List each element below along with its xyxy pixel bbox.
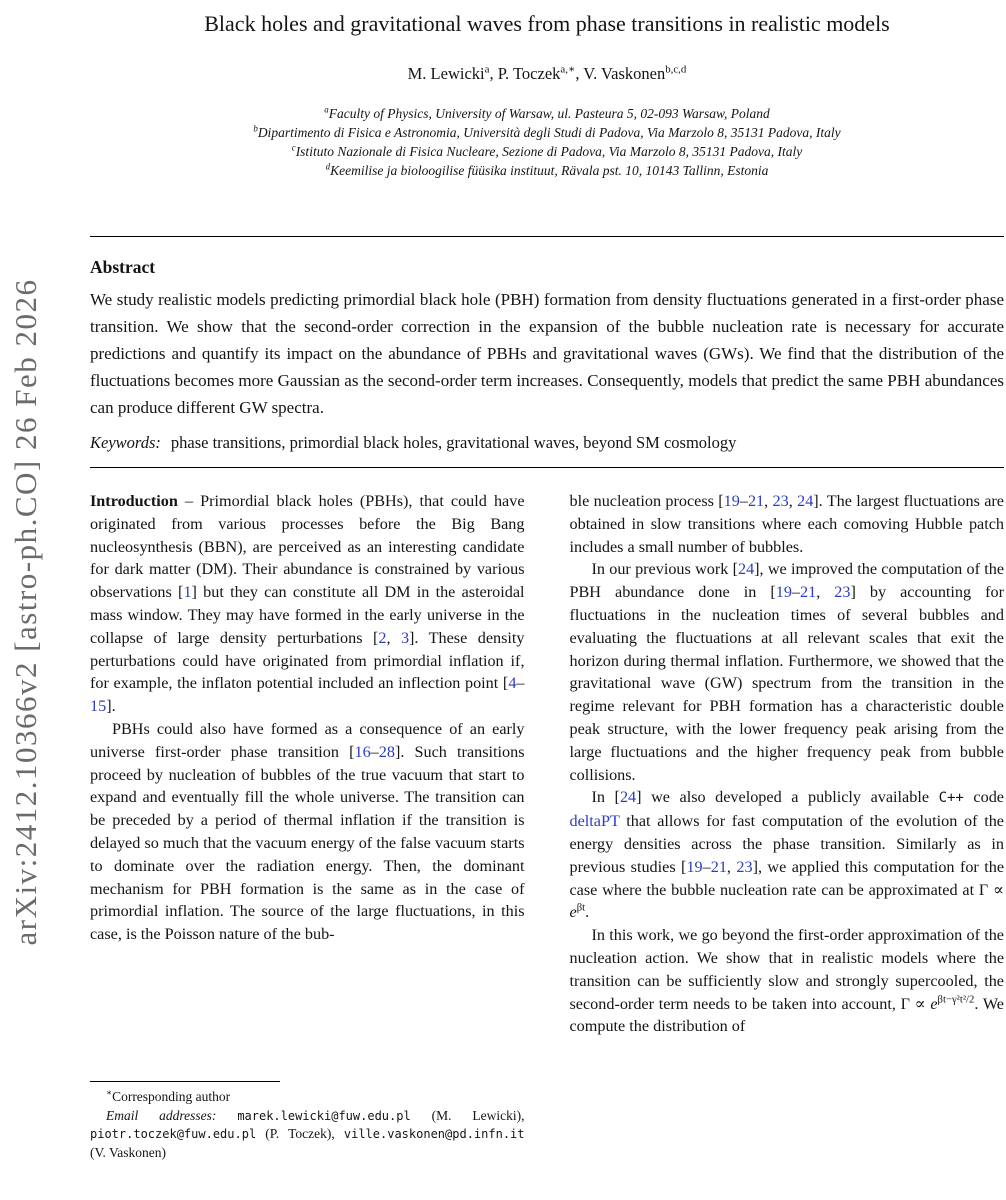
text-segment: code (963, 788, 1004, 807)
text-segment: M. Lewicki (407, 64, 485, 83)
citation-link[interactable]: 3 (400, 628, 410, 647)
left-column-text (90, 490, 525, 946)
paper-content (90, 0, 1004, 1166)
text-segment: ], we improved the computation of the PBH abundance done in [ (569, 560, 1004, 602)
text-segment: , V. Vaskonen (575, 64, 666, 83)
citation-link[interactable]: 19 (775, 583, 792, 602)
keywords-text: phase transitions, primordial black holes, gravitational waves, beyond SM cosmology (170, 433, 737, 452)
text-segment: ] by accounting for fluctuations in the nucleation times of several bubbles and evaluating the fluctuations at all relevant scales that exit the horizon during thermal inflation. Furthermore, we showed that the gravitational wave (GW) spectrum from the transition in the regime relevant for PBH formation has a characteristic double peak structure, with the lower frequency peak arising from the large fluctuations and the higher frequency peak from bubble collisions. (569, 583, 1004, 784)
footnote (90, 1081, 525, 1166)
two-column-body (90, 490, 1004, 1166)
column-spacer (90, 946, 525, 1081)
text-segment: ]. These density perturbations could have originated from primordial inflation if, for example, the inflaton potential included an inflection point [ (90, 628, 525, 693)
text-segment: ] but they can constitute all DM in the asteroidal mass window. They may have formed in the early universe in the collapse of large density perturbations [ (90, 583, 525, 647)
citation-link[interactable]: 16 (354, 742, 371, 761)
text-segment: C++ (938, 790, 964, 807)
text-segment: a (324, 104, 329, 115)
text-segment: marek.lewicki@fuw.edu.pl (237, 1108, 411, 1123)
text-segment: Introduction (90, 492, 178, 510)
text-segment: In [ (591, 788, 620, 807)
text-segment: . (585, 903, 590, 922)
text-segment: e (930, 994, 938, 1013)
text-segment: – (791, 583, 801, 602)
text-segment: . We compute the distribution of (569, 994, 1004, 1036)
text-segment: c (291, 142, 296, 153)
citation-link[interactable]: 21 (710, 857, 727, 876)
footnote-line (90, 1088, 525, 1107)
text-segment: , (788, 492, 798, 510)
body-paragraph (570, 786, 1005, 924)
text-segment: , (764, 492, 773, 510)
citation-link[interactable]: 15 (90, 697, 107, 716)
text-segment: b,c,d (665, 63, 687, 76)
text-segment: ble nucleation process [ (569, 492, 724, 510)
citation-link[interactable]: 1 (183, 583, 192, 602)
affiliation-line (90, 161, 1004, 180)
citation-link[interactable]: 24 (797, 492, 814, 510)
affiliation-line (90, 104, 1004, 123)
text-segment: Dipartimento di Fisica e Astronomia, Università degli Studi di Padova, Via Marzolo 8, 35131 Padova, Italy (257, 125, 841, 140)
citation-link[interactable]: 2 (378, 628, 387, 647)
text-segment: – (739, 492, 748, 510)
text-segment: – (516, 674, 525, 693)
footnote-text (90, 1088, 525, 1162)
text-segment: ∗ (106, 1087, 113, 1098)
text-segment: e (569, 903, 577, 922)
body-paragraph (570, 490, 1005, 558)
text-segment: ], we applied this computation for the case where the bubble nucleation rate can be approximated at Γ ∝ (569, 857, 1004, 899)
citation-link[interactable]: 21 (800, 583, 817, 602)
text-segment: ville.vaskonen@pd.infn.it (343, 1127, 525, 1141)
text-segment: Faculty of Physics, University of Warsaw, ul. Pasteura 5, 02-093 Warsaw, Poland (328, 106, 770, 121)
body-paragraph (570, 924, 1005, 1038)
text-segment: βt (576, 901, 586, 914)
text-segment: ] we also developed a publicly available (636, 788, 939, 807)
text-segment: ]. Such transitions proceed by nucleation of bubbles of the true vacuum that start to expand and eventually fill the whole universe. The transition can be preceded by a period of thermal inflation if the transition is delayed so much that the vacuum energy of the false vacuum starts to dominate over the radiation energy. Then, the dominant mechanism for PBH formation is the same as in the case of primordial inflation. The source of the large fluctuations, in this case, is the Poisson nature of the bub- (90, 742, 525, 944)
text-segment: (V. Vaskonen) (90, 1144, 166, 1160)
authors-line (90, 64, 1004, 84)
citation-link[interactable]: 19 (686, 857, 703, 876)
keywords-label: Keywords: (90, 433, 161, 452)
left-column (90, 490, 525, 1166)
text-segment: – (702, 857, 711, 876)
text-segment: , (726, 857, 737, 876)
text-segment: In this work, we go beyond the first-order approximation of the nucleation action. We show that in realistic models where the transition can be sufficiently slow and strongly supercooled, the second-order term needs to be taken into account, Γ ∝ (569, 926, 1004, 1013)
text-segment: b (253, 123, 258, 134)
citation-link[interactable]: 23 (834, 583, 851, 602)
text-segment: , (386, 628, 401, 647)
text-segment: Corresponding author (112, 1089, 231, 1104)
body-paragraph (90, 718, 525, 946)
citation-link[interactable]: 19 (723, 492, 740, 510)
right-column (570, 490, 1005, 1166)
text-segment: Email addresses: (106, 1107, 238, 1123)
text-segment: ]. (106, 697, 116, 716)
text-segment: In our previous work [ (591, 560, 738, 579)
abstract-text: We study realistic models predicting primordial black hole (PBH) formation from density fluctuations generated in a first-order phase transition. We show that the second-order correction in the expansion of the bubble nucleation rate is necessary for accurate predictions and quantify its impact on the abundance of PBHs and gravitational waves (GWs). We find that the distribution of the fluctuations becomes more Gaussian as the second-order term increases. Consequently, models that predict the same PBH abundances can produce different GW spectra. (90, 290, 1004, 417)
text-segment: a,∗ (560, 63, 576, 76)
body-paragraph (90, 490, 525, 718)
text-segment: d (325, 161, 331, 172)
text-segment: βt−γ²t²/2 (937, 993, 975, 1006)
keywords-line (90, 433, 1004, 453)
text-segment: (M. Lewicki), (410, 1107, 525, 1123)
footnote-rule (90, 1081, 280, 1082)
mid-rule (90, 467, 1004, 468)
top-rule (90, 236, 1004, 237)
affiliation-line (90, 142, 1004, 161)
text-segment: that allows for fast computation of the evolution of the energy densities across the phase transition. Similarly as in previous studies [ (569, 812, 1004, 876)
text-segment: (P. Toczek), (256, 1126, 344, 1141)
text-segment: , P. Toczek (489, 64, 561, 83)
affiliations (90, 104, 1004, 180)
body-paragraph (570, 558, 1005, 786)
citation-link[interactable]: 24 (619, 788, 637, 807)
abstract-heading: Abstract (90, 257, 156, 277)
right-column-text (570, 490, 1005, 1038)
citation-link[interactable]: 23 (736, 857, 753, 876)
text-segment: Istituto Nazionale di Fisica Nucleare, Sezione di Padova, Via Marzolo 8, 35131 Padova, Italy (295, 144, 803, 159)
text-segment: – (370, 742, 379, 761)
text-segment: piotr.toczek@fuw.edu.pl (90, 1127, 257, 1141)
text-segment: , (816, 583, 835, 602)
paper-title: Black holes and gravitational waves from phase transitions in realistic models (204, 11, 890, 36)
text-segment: PBHs could also have formed as a consequence of an early universe first-order phase transition [ (90, 719, 525, 761)
text-segment: Keemilise ja bioloogilise füüsika instituut, Rävala pst. 10, 10143 Tallinn, Estonia (330, 163, 769, 178)
text-segment: ]. The largest fluctuations are obtained in slow transitions where each comoving Hubble patch includes a small number of bubbles. (569, 492, 1004, 556)
arxiv-stamp: arXiv:2412.10366v2 [astro-ph.CO] 26 Feb 2026 (8, 278, 43, 946)
footnote-line (90, 1107, 525, 1163)
citation-link[interactable]: 23 (772, 492, 789, 510)
citation-link[interactable]: 24 (737, 560, 755, 579)
deltapt-link[interactable]: deltaPT (569, 812, 620, 831)
text-segment: a (484, 63, 490, 76)
affiliation-line (90, 123, 1004, 142)
citation-link[interactable]: 4 (508, 674, 517, 693)
citation-link[interactable]: 21 (747, 492, 765, 510)
citation-link[interactable]: 28 (378, 742, 395, 761)
text-segment: – Primordial black holes (PBHs), that could have originated from various processes before the Big Bang nucleosynthesis (BBN), are perceived as an interesting candidate for dark matter (DM). Their abundance is constrained by various observations [ (90, 492, 525, 602)
